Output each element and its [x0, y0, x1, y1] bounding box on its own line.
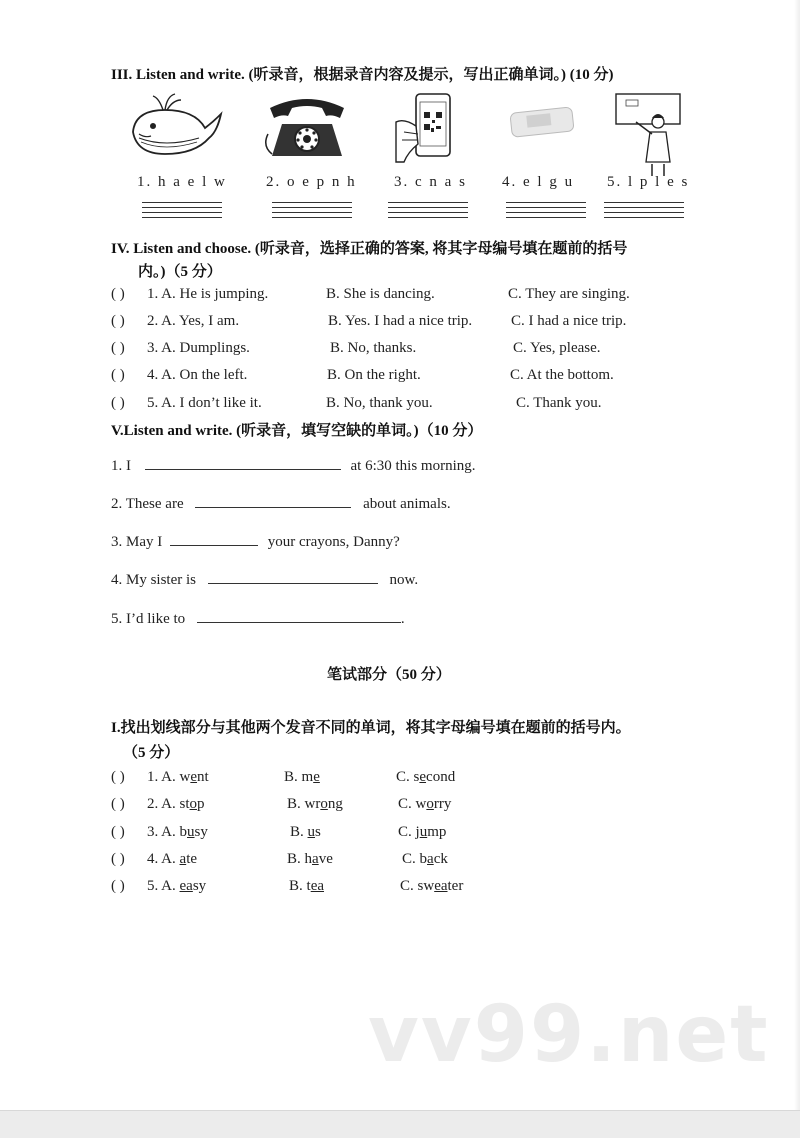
section5-title: V.Listen and write. (听录音，填写空缺的单词。)（10 分） [111, 423, 483, 439]
phonics-option-a: 2. A. stop [147, 796, 205, 812]
option-a: 1. A. He is jumping. [147, 286, 269, 302]
option-b: B. She is dancing. [326, 286, 435, 302]
phonics-option-c: C. jump [398, 824, 447, 840]
fill-blank-4[interactable] [208, 569, 378, 584]
option-c: C. Yes, please. [513, 340, 601, 356]
option-c: C. They are singing. [508, 286, 630, 302]
writing-lines-1[interactable] [142, 202, 222, 222]
writing-lines-3[interactable] [388, 202, 468, 222]
telephone-icon [262, 94, 352, 162]
fill-blank-5[interactable] [197, 608, 401, 623]
written1-title-line1: I.找出划线部分与其他两个发音不同的单词，将其字母编号填在题前的括号内。 [111, 720, 631, 736]
fill-item-1-post: at 6:30 this morning. [350, 458, 476, 474]
fill-item-2-post: about animals. [363, 496, 451, 512]
answer-paren[interactable]: ( ) [111, 851, 125, 867]
fill-item-4 [111, 569, 418, 589]
answer-paren[interactable]: ( ) [111, 796, 125, 812]
fill-item-3-post: your crayons, Danny? [267, 534, 400, 550]
option-a: 2. A. Yes, I am. [147, 313, 240, 329]
option-c: C. Thank you. [516, 395, 602, 411]
phonics-option-a: 5. A. easy [147, 878, 207, 894]
section4-title-line2: 内。)（5 分） [138, 264, 222, 280]
option-b: B. No, thanks. [330, 340, 417, 356]
fill-blank-2[interactable] [195, 493, 351, 508]
fill-blank-1[interactable] [145, 455, 341, 470]
answer-paren[interactable]: ( ) [111, 769, 125, 785]
answer-paren[interactable]: ( ) [111, 878, 125, 894]
phonics-option-c: C. back [402, 851, 448, 867]
phonics-option-b: B. me [284, 769, 320, 785]
option-c: C. At the bottom. [510, 367, 614, 383]
phonics-option-b: B. wrong [287, 796, 343, 812]
fill-item-1 [111, 455, 476, 475]
section3-item-2-letters: 2. o e p n h [266, 174, 357, 190]
fill-item-4-pre: 4. My sister is [111, 572, 197, 588]
section3-item-4-letters: 4. e l g u [502, 174, 575, 190]
phonics-option-b: B. have [287, 851, 333, 867]
section3-pictures [0, 92, 800, 172]
option-a: 5. A. I don’t like it. [147, 395, 262, 411]
fill-item-5 [111, 608, 405, 628]
written1-title-line2: （5 分） [123, 745, 180, 761]
section3-item-5-letters: 5. l p l e s [607, 174, 690, 190]
answer-paren[interactable]: ( ) [111, 367, 125, 383]
viewer-bottom-bar [0, 1110, 800, 1138]
glue-icon [507, 102, 579, 142]
page-edge-shadow [794, 0, 800, 1110]
option-a: 4. A. On the left. [147, 367, 248, 383]
answer-paren[interactable]: ( ) [111, 824, 125, 840]
writing-lines-4[interactable] [506, 202, 586, 222]
written-part-title: 笔试部分（50 分） [327, 667, 451, 683]
fill-item-2-pre: 2. These are [111, 496, 184, 512]
option-b: B. On the right. [327, 367, 421, 383]
whale-icon [125, 92, 225, 162]
phonics-option-a: 4. A. ate [147, 851, 198, 867]
phonics-option-a: 3. A. busy [147, 824, 208, 840]
phonics-option-c: C. sweater [400, 878, 464, 894]
fill-item-3 [111, 531, 400, 551]
fill-item-4-post: now. [389, 572, 419, 588]
phonics-option-c: C. second [396, 769, 456, 785]
phonics-option-b: B. tea [289, 878, 325, 894]
fill-blank-3[interactable] [170, 531, 258, 546]
section3-item-3-letters: 3. c n a s [394, 174, 467, 190]
teacher-icon [612, 92, 684, 178]
section3-item-1-letters: 1. h a e l w [137, 174, 227, 190]
option-b: B. No, thank you. [326, 395, 433, 411]
phonics-option-b: B. us [290, 824, 321, 840]
option-c: C. I had a nice trip. [511, 313, 627, 329]
phone-scan-icon [394, 92, 458, 164]
fill-item-5-post: . [400, 611, 405, 627]
section3-title: III. Listen and write. (听录音，根据录音内容及提示，写出正确单词。) (10 分) [111, 67, 614, 83]
phonics-option-a: 1. A. went [147, 769, 209, 785]
answer-paren[interactable]: ( ) [111, 313, 125, 329]
writing-lines-5[interactable] [604, 202, 684, 222]
fill-item-1-pre: 1. I [111, 458, 131, 474]
option-b: B. Yes. I had a nice trip. [328, 313, 473, 329]
writing-lines-2[interactable] [272, 202, 352, 222]
option-a: 3. A. Dumplings. [147, 340, 250, 356]
answer-paren[interactable]: ( ) [111, 286, 125, 302]
fill-item-3-pre: 3. May I [111, 534, 163, 550]
answer-paren[interactable]: ( ) [111, 340, 125, 356]
section4-title-line1: IV. Listen and choose. (听录音，选择正确的答案, 将其字母编号填在题前的括号 [111, 241, 628, 257]
fill-item-5-pre: 5. I’d like to [111, 611, 186, 627]
fill-item-2 [111, 493, 451, 513]
phonics-option-c: C. worry [398, 796, 452, 812]
watermark: vv99.net [368, 990, 770, 1080]
answer-paren[interactable]: ( ) [111, 395, 125, 411]
